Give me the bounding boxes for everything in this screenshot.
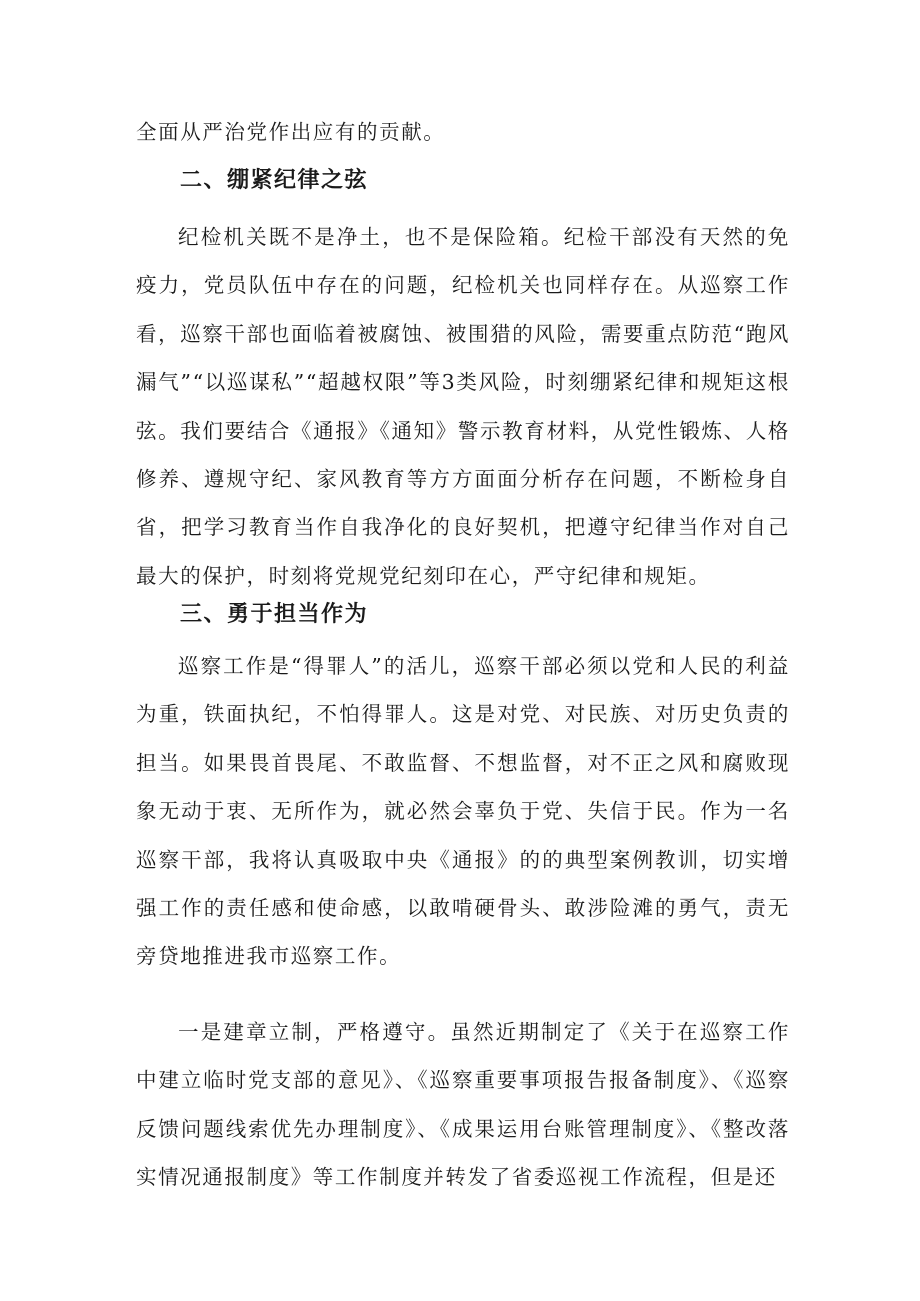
continuation-paragraph: 全面从严治党作出应有的贡献。 [136,120,446,144]
section-paragraph-responsibility: 巡察工作是“得罪人”的活儿，巡察干部必须以党和人民的利益为重，铁面执纪，不怕得罪人。这是对党、对民族、对历史负责的担当。如果畏首畏尾、不敢监督、不想监督，对不正之风和腐败现象无动于衷、无所作为，就必然会辜负于党、失信于民。作为一名巡察干部，我将认真吸取中央《通报》的的典型案例教训，切实增强工作的责任感和使命感，以敢啃硬骨头、敢涉险滩的勇气，责无旁贷地推进我市巡察工作。 [136,654,790,969]
section-subparagraph-rules: 一是建章立制，严格遵守。虽然近期制定了《关于在巡察工作中建立临时党支部的意见》、《巡察重要事项报告报备制度》、《巡察反馈问题线索优先办理制度》、《成果运用台账管理制度》、《整改落实情况通报制度》等工作制度并转发了省委巡视工作流程，但是还 [136,1020,790,1190]
section-heading-discipline: 二、绷紧纪律之弦 [180,168,369,193]
section-heading-responsibility: 三、勇于担当作为 [180,602,369,627]
section-paragraph-discipline: 纪检机关既不是净土，也不是保险箱。纪检干部没有天然的免疫力，党员队伍中存在的问题，纪检机关也同样存在。从巡察工作看，巡察干部也面临着被腐蚀、被围猎的风险，需要重点防范“跑风漏气”“以巡谋私”“超越权限”等3类风险，时刻绷紧纪律和规矩这根弦。我们要结合《通报》《通知》警示教育材料，从党性锻炼、人格修养、遵规守纪、家风教育等方方面面分析存在问题，不断检身自省，把学习教育当作自我净化的良好契机，把遵守纪律当作对自己最大的保护，时刻将党规党纪刻印在心，严守纪律和规矩。 [136,225,790,588]
